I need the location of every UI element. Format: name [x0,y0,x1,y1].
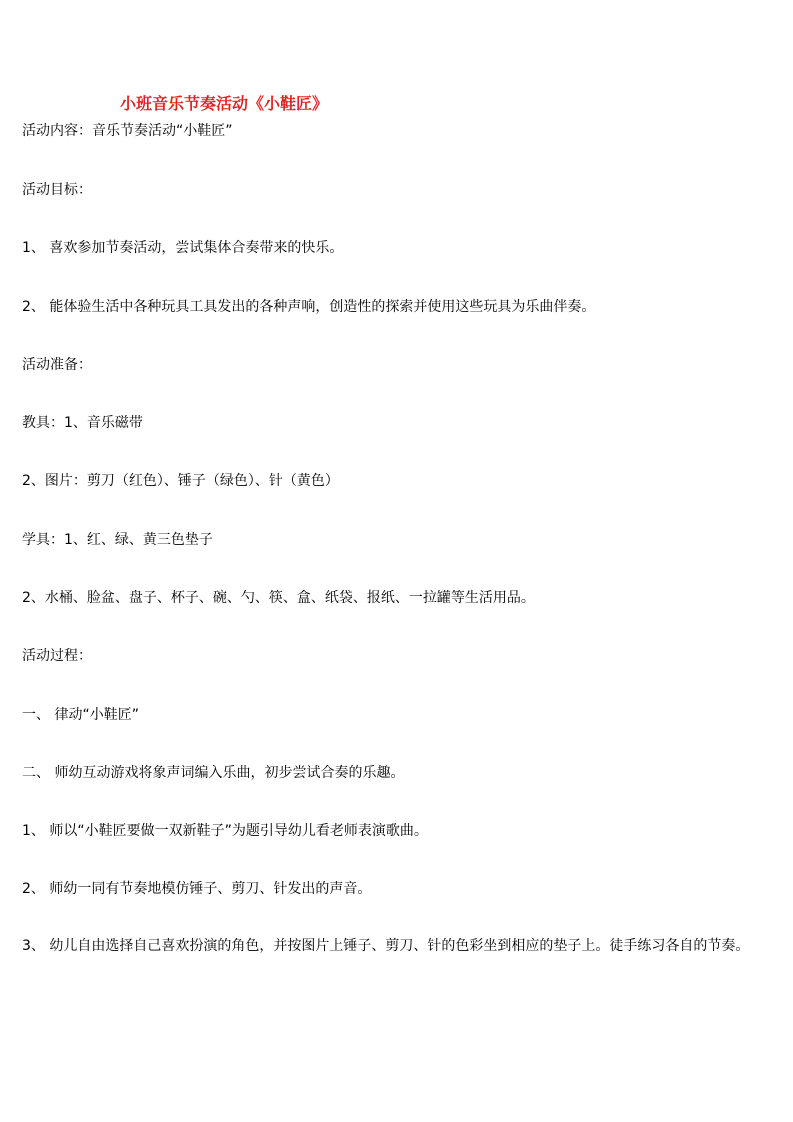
process-substep-3: 3、 幼儿自由选择自己喜欢扮演的角色，并按图片上锤子、剪刀、针的色彩坐到相应的垫子上。徒手练习各自的节奏。 [22,938,750,954]
process-step-1: 一、 律动“小鞋匠” [22,707,139,723]
process-heading: 活动过程： [22,648,92,664]
goal-item-1: 1、 喜欢参加节奏活动，尝试集体合奏带来的快乐。 [22,240,344,256]
teaching-aids-line: 教具：1、音乐磁带 [22,415,143,431]
household-items-line: 2、水桶、脸盆、盘子、杯子、碗、勺、筷、盒、纸袋、报纸、一拉罐等生活用品。 [22,590,535,606]
pictures-line: 2、图片：剪刀（红色）、锤子（绿色）、针（黄色） [22,473,339,489]
document-title: 小班音乐节奏活动《小鞋匠》 [120,94,329,113]
goal-item-2: 2、 能体验生活中各种玩具工具发出的各种声响，创造性的探索并使用这些玩具为乐曲伴奏。 [22,299,596,315]
process-step-2: 二、 师幼互动游戏将象声词编入乐曲，初步尝试合奏的乐趣。 [22,765,405,781]
activity-content-line: 活动内容：音乐节奏活动“小鞋匠” [22,123,233,139]
process-substep-2: 2、 师幼一同有节奏地模仿锤子、剪刀、针发出的声音。 [22,881,372,897]
preparation-heading: 活动准备： [22,357,92,373]
goals-heading: 活动目标： [22,182,92,198]
process-substep-1: 1、 师以“小鞋匠要做一双新鞋子”为题引导幼儿看老师表演歌曲。 [22,823,428,839]
student-materials-line: 学具：1、红、绿、黄三色垫子 [22,532,213,548]
